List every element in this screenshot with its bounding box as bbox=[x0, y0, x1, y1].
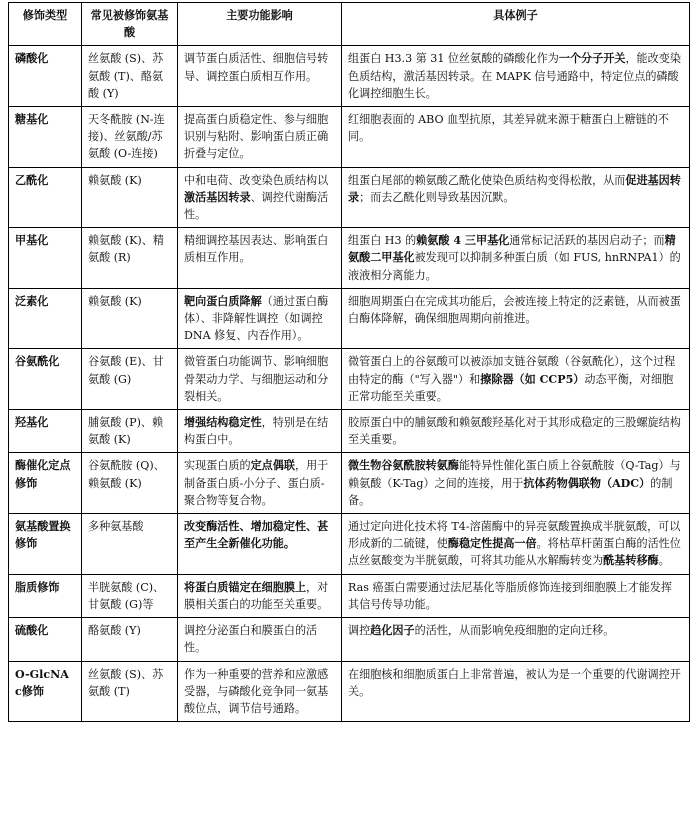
text-run: 组蛋白尾部的赖氨酸乙酰化使染色质结构变得松散，从而 bbox=[348, 173, 626, 187]
table-body bbox=[9, 46, 690, 722]
cell-example bbox=[342, 453, 690, 514]
text-run: 能特异性催化蛋白质上谷氨酰胺（Q-Tag）与赖氨酸（K-Tag）之间的连接，用于 bbox=[348, 459, 681, 490]
bold-text-run: 抗体药物偶联物（ADC） bbox=[523, 476, 651, 490]
text-run: Ras 癌蛋白需要通过法尼基化等脂质修饰连接到细胞膜上才能发挥其信号传导功能。 bbox=[348, 580, 672, 611]
cell-example bbox=[342, 618, 690, 661]
cell-modification-type: 硫酸化 bbox=[9, 618, 82, 661]
table-row bbox=[9, 410, 690, 453]
table-row bbox=[9, 453, 690, 514]
cell-function bbox=[178, 410, 342, 453]
cell-function bbox=[178, 107, 342, 168]
cell-modification-type: 谷氨酰化 bbox=[9, 349, 82, 410]
cell-residues: 酪氨酸 (Y) bbox=[82, 618, 178, 661]
table-row bbox=[9, 618, 690, 661]
cell-function bbox=[178, 167, 342, 228]
cell-modification-type: 氨基酸置换修饰 bbox=[9, 514, 82, 575]
cell-function bbox=[178, 349, 342, 410]
text-run: 、调控代谢酶活性。 bbox=[184, 190, 329, 222]
cell-example bbox=[342, 574, 690, 617]
cell-function bbox=[178, 574, 342, 617]
text-run: 调节蛋白质活性、细胞信号转导、调控蛋白质相互作用。 bbox=[184, 52, 329, 83]
text-run: ，对膜相关蛋白的功能至关重要。 bbox=[184, 580, 329, 611]
cell-residues: 谷氨酸 (E)、甘氨酸 (G) bbox=[82, 349, 178, 410]
table-row bbox=[9, 167, 690, 228]
bold-text-run: 微生物谷氨酰胺转氨酶 bbox=[348, 459, 459, 473]
bold-text-run: 赖氨酸 4 三甲基化 bbox=[416, 234, 510, 248]
text-run: 动态平衡，对细胞正常功能至关重要。 bbox=[348, 372, 674, 403]
table-row bbox=[9, 514, 690, 575]
cell-residues: 赖氨酸 (K)、精氨酸 (R) bbox=[82, 228, 178, 289]
table-header-row bbox=[9, 3, 690, 46]
cell-function bbox=[178, 228, 342, 289]
cell-function bbox=[178, 514, 342, 575]
bold-text-run: 趋化因子 bbox=[370, 624, 415, 638]
cell-example bbox=[342, 661, 690, 722]
bold-text-run: 一个分子开关 bbox=[558, 52, 626, 66]
cell-modification-type: 磷酸化 bbox=[9, 46, 82, 107]
cell-example bbox=[342, 46, 690, 107]
cell-modification-type: 甲基化 bbox=[9, 228, 82, 289]
bold-text-run: 酰基转移酶 bbox=[603, 554, 659, 568]
table-row bbox=[9, 349, 690, 410]
bold-text-run: 擦除器（如 CCP5） bbox=[480, 372, 585, 386]
bold-text-run: 激活基因转录 bbox=[184, 190, 251, 204]
cell-example bbox=[342, 288, 690, 349]
cell-residues: 天冬酰胺 (N-连接)、丝氨酸/苏氨酸 (O-连接) bbox=[82, 107, 178, 168]
cell-residues: 丝氨酸 (S)、苏氨酸 (T)、酪氨酸 (Y) bbox=[82, 46, 178, 107]
header-cell-residues: 常见被修饰氨基酸 bbox=[82, 3, 178, 46]
text-run: 胶原蛋白中的脯氨酸和赖氨酸羟基化对于其形成稳定的三股螺旋结构至关重要。 bbox=[348, 416, 681, 447]
cell-function bbox=[178, 453, 342, 514]
text-run: 通常标记活跃的基因启动子；而 bbox=[509, 234, 665, 248]
cell-example bbox=[342, 514, 690, 575]
bold-text-run: 靶向蛋白质降解 bbox=[184, 294, 262, 308]
cell-example bbox=[342, 410, 690, 453]
text-run: （通过蛋白酶体）、非降解性调控（如调控 DNA 修复、内吞作用）。 bbox=[184, 294, 329, 343]
text-run: 细胞周期蛋白在完成其功能后，会被连接上特定的泛素链，从而被蛋白酶体降解，确保细胞周期向前推进。 bbox=[348, 294, 681, 326]
text-run: 实现蛋白质的 bbox=[184, 459, 251, 473]
bold-text-run: 将蛋白质锚定在细胞膜上 bbox=[184, 580, 307, 594]
text-run: 。将枯草杆菌蛋白酶的活性位点丝氨酸变为半胱氨酸，可将其功能从水解酶转变为 bbox=[348, 537, 681, 568]
table-row bbox=[9, 46, 690, 107]
text-run: ，能改变染色质结构，激活基因转录。在 MAPK 信号通路中，特定位点的磷酸化调控细胞生长。 bbox=[348, 52, 681, 100]
text-run: 。 bbox=[658, 554, 670, 568]
text-run: 红细胞表面的 ABO 血型抗原，其差异就来源于糖蛋白上糖链的不同。 bbox=[348, 113, 669, 144]
cell-modification-type: 羟基化 bbox=[9, 410, 82, 453]
text-run: ；而去乙酰化则导致基因沉默。 bbox=[359, 190, 515, 204]
cell-modification-type: 酶催化定点修饰 bbox=[9, 453, 82, 514]
cell-example bbox=[342, 107, 690, 168]
cell-residues: 丝氨酸 (S)、苏氨酸 (T) bbox=[82, 661, 178, 722]
cell-function bbox=[178, 46, 342, 107]
cell-modification-type: O-GlcNAc修饰 bbox=[9, 661, 82, 722]
cell-function bbox=[178, 661, 342, 722]
text-run: 组蛋白 H3.3 第 31 位丝氨酸的磷酸化作为 bbox=[348, 52, 559, 66]
cell-modification-type: 脂质修饰 bbox=[9, 574, 82, 617]
text-run: 在细胞核和细胞质蛋白上非常普遍，被认为是一个重要的代谢调控开关。 bbox=[348, 667, 681, 698]
bold-text-run: 促进基因转录 bbox=[348, 173, 681, 204]
cell-modification-type: 糖基化 bbox=[9, 107, 82, 168]
cell-residues: 脯氨酸 (P)、赖氨酸 (K) bbox=[82, 410, 178, 453]
cell-residues: 半胱氨酸 (C)、甘氨酸 (G)等 bbox=[82, 574, 178, 617]
text-run: 精细调控基因表达、影响蛋白质相互作用。 bbox=[184, 234, 329, 265]
bold-text-run: 酶稳定性提高一倍 bbox=[447, 537, 537, 551]
text-run: 被发现可以抑制多种蛋白质（如 FUS, hnRNPA1）的液液相分离能力。 bbox=[348, 251, 681, 282]
ptm-table bbox=[8, 2, 690, 722]
table-row bbox=[9, 574, 690, 617]
cell-residues: 赖氨酸 (K) bbox=[82, 288, 178, 349]
text-run: 作为一种重要的营养和应激感受器，与磷酸化竞争同一氨基酸位点，调节信号通路。 bbox=[184, 667, 329, 715]
text-run: 组蛋白 H3 的 bbox=[348, 234, 417, 248]
cell-function bbox=[178, 618, 342, 661]
header-cell-example: 具体例子 bbox=[342, 3, 690, 46]
table-row bbox=[9, 661, 690, 722]
table-row bbox=[9, 228, 690, 289]
cell-modification-type: 乙酰化 bbox=[9, 167, 82, 228]
bold-text-run: 精氨酸二甲基化 bbox=[348, 234, 676, 265]
cell-example bbox=[342, 228, 690, 289]
bold-text-run: 增强结构稳定性 bbox=[184, 416, 262, 430]
header-cell-function: 主要功能影响 bbox=[178, 3, 342, 46]
text-run: 提高蛋白质稳定性、参与细胞识别与粘附、影响蛋白质正确折叠与定位。 bbox=[184, 113, 329, 161]
text-run: ，用于制备蛋白质-小分子、蛋白质-聚合物等复合物。 bbox=[184, 459, 329, 507]
cell-residues: 谷氨酰胺 (Q)、赖氨酸 (K) bbox=[82, 453, 178, 514]
table-row bbox=[9, 107, 690, 168]
text-run: 的制备。 bbox=[348, 476, 673, 507]
cell-residues: 多种氨基酸 bbox=[82, 514, 178, 575]
cell-example bbox=[342, 167, 690, 228]
cell-function bbox=[178, 288, 342, 349]
table-row bbox=[9, 288, 690, 349]
cell-modification-type: 泛素化 bbox=[9, 288, 82, 349]
header-cell-type: 修饰类型 bbox=[9, 3, 82, 46]
text-run: ，特别是在结构蛋白中。 bbox=[184, 416, 329, 447]
text-run: 调控 bbox=[348, 624, 371, 638]
bold-text-run: 改变酶活性、增加稳定性、甚至产生全新催化功能。 bbox=[184, 520, 329, 551]
text-run: 的活性，从而影响免疫细胞的定向迁移。 bbox=[414, 624, 615, 638]
text-run: 微管蛋白上的谷氨酸可以被添加支链谷氨酸（谷氨酰化），这个过程由特定的酶（"写入器"）和 bbox=[348, 355, 676, 386]
text-run: 通过定向进化技术将 T4-溶菌酶中的异亮氨酸置换成半胱氨酸，可以形成新的二硫键，使 bbox=[348, 520, 681, 551]
cell-example bbox=[342, 349, 690, 410]
text-run: 调控分泌蛋白和膜蛋白的活性。 bbox=[184, 624, 318, 655]
cell-residues: 赖氨酸 (K) bbox=[82, 167, 178, 228]
text-run: 中和电荷、改变染色质结构以 bbox=[184, 173, 329, 187]
bold-text-run: 定点偶联 bbox=[250, 459, 295, 473]
text-run: 微管蛋白功能调节、影响细胞骨架动力学、与细胞运动和分裂相关。 bbox=[184, 355, 329, 403]
